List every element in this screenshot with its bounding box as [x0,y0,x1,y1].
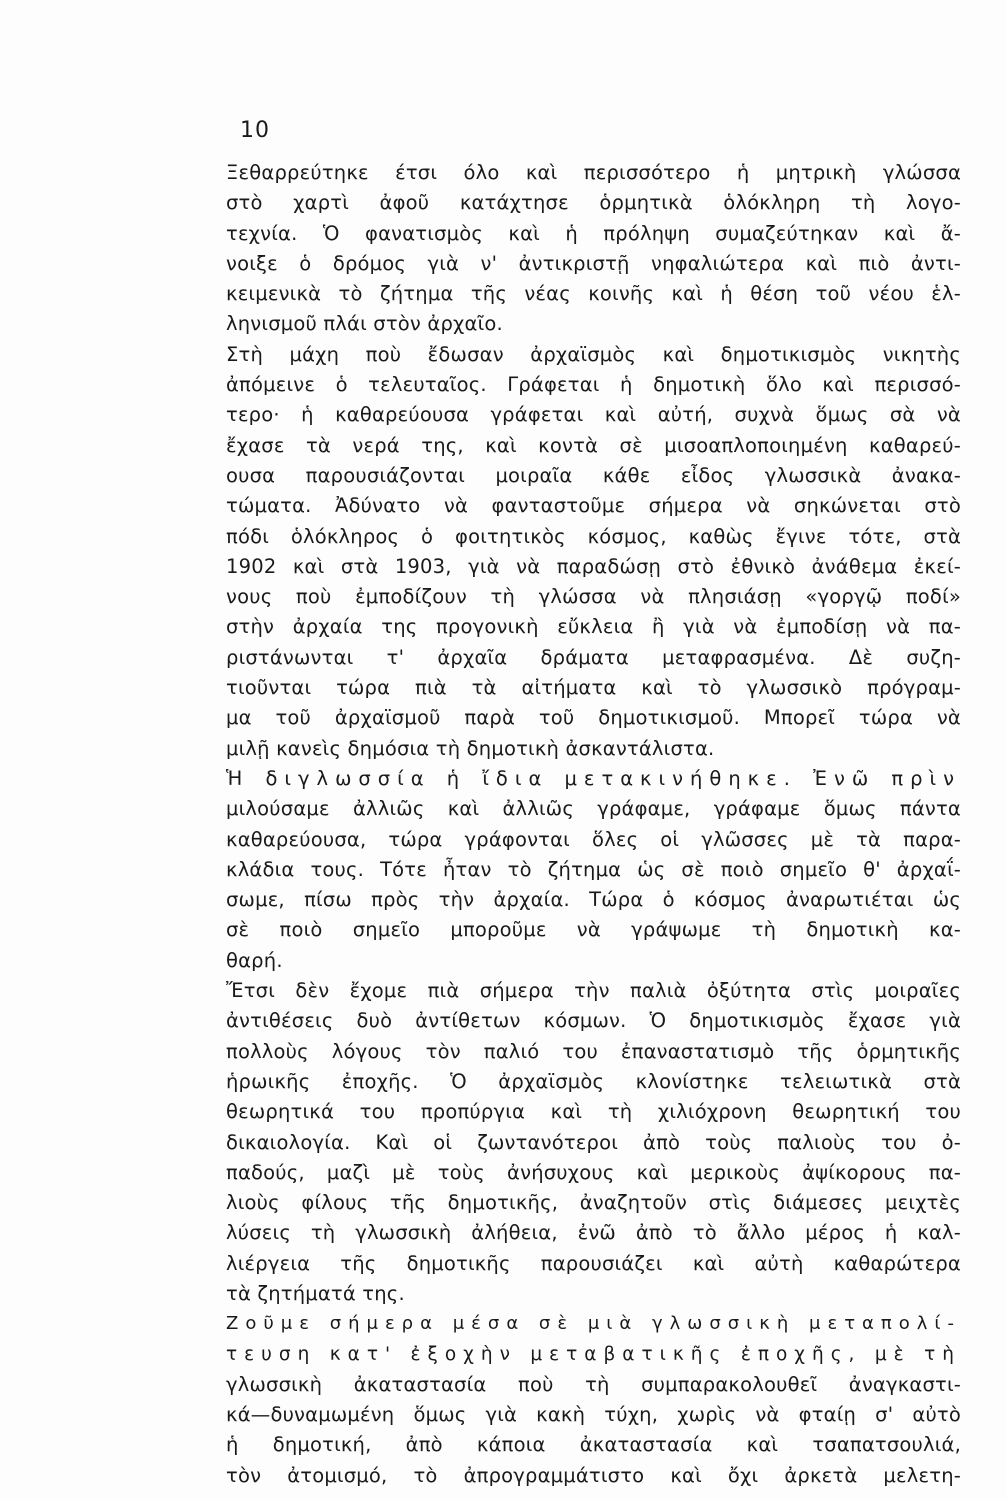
text-line: ριστάνωνται τ' ἀρχαῖα δράματα μεταφρασμένα. Δὲ συζη- [226,645,961,669]
text-line: τεχνία. Ὁ φανατισμὸς καὶ ἡ πρόληψη συμαζεύτηκαν καὶ ἄ- [226,221,961,245]
text-line: κά—δυναμωμένη ὅμως γιὰ κακὴ τύχη, χωρὶς νὰ φταίῃ σ' αὐτὸ [226,1403,961,1427]
text-line: νους ποὺ ἐμποδίζουν τὴ γλώσσα νὰ πλησιάσῃ «γοργῷ ποδί» [226,585,961,609]
text-line: παδούς, μαζὶ μὲ τοὺς ἀνήσυχους καὶ μερικοὺς ἀψίκορους πα- [226,1160,961,1184]
text-line: Ἔτσι δὲν ἔχομε πιὰ σήμερα τὴν παλιὰ ὀξύτητα στὶς μοιραῖες [226,979,961,1003]
text-line: ἔχασε τὰ νερά της, καὶ κοντὰ σὲ μισοαπλοποιημένη καθαρεύ- [226,433,961,457]
text-line: τευση κατ' ἐξοχὴν μεταβατικῆς ἐποχῆς, μὲ τὴ [226,1343,961,1365]
text-line: νοιξε ὁ δρόμος γιὰ ν' ἀντικριστῇ νηφαλιώτερα καὶ πιὸ ἀντι- [226,251,961,275]
text-line: στὸ χαρτὶ ἀφοῦ κατάχτησε ὁρμητικὰ ὁλόκληρη τὴ λογο- [226,191,961,215]
text-line: λιοὺς φίλους τῆς δημοτικῆς, ἀναζητοῦν στὶς διάμεσες μειχτὲς [226,1191,961,1215]
text-line: στὴν ἀρχαία της προγονικὴ εὔκλεια ἢ γιὰ νὰ ἐμποδίσῃ νὰ πα- [226,615,961,639]
text-line: τιοῦνται τώρα πιὰ τὰ αἰτήματα καὶ τὸ γλωσσικὸ πρόγραμ- [226,676,961,700]
text-line: ἀντιθέσεις δυὸ ἀντίθετων κόσμων. Ὁ δημοτικισμὸς ἔχασε γιὰ [226,1009,961,1033]
text-line: μιλῇ κανεὶς δημόσια τὴ δημοτικὴ ἀσκαντάλιστα. [226,736,715,760]
text-line: 1902 καὶ στὰ 1903, γιὰ νὰ παραδώσῃ στὸ ἐθνικὸ ἀνάθεμα ἐκεί- [226,554,961,578]
text-line: τερο· ἡ καθαρεύουσα γράφεται καὶ αὐτή, συχνὰ ὅμως σὰ νὰ [226,403,961,427]
text-line: λύσεις τὴ γλωσσικὴ ἀλήθεια, ἐνῶ ἀπὸ τὸ ἄλλο μέρος ἡ καλ- [226,1221,961,1245]
text-line: Στὴ μάχη ποὺ ἔδωσαν ἀρχαϊσμὸς καὶ δημοτικισμὸς νικητὴς [226,342,961,366]
text-line: σὲ ποιὸ σημεῖο μποροῦμε νὰ γράψωμε τὴ δημοτικὴ κα- [226,918,961,942]
text-line: ἀπόμεινε ὁ τελευταῖος. Γράφεται ἡ δημοτικὴ ὅλο καὶ περισσό- [226,373,961,397]
text-line: θεωρητικά του προπύργια καὶ τὴ χιλιόχρονη θεωρητική του [226,1100,961,1124]
text-line: τὸν ἀτομισμό, τὸ ἀπρογραμμάτιστο καὶ ὄχι ἀρκετὰ μελετη- [226,1463,961,1487]
body-text [226,158,961,1491]
text-line: σωμε, πίσω πρὸς τὴν ἀρχαία. Τώρα ὁ κόσμος ἀναρωτιέται ὡς [226,888,961,912]
text-line: πόδι ὁλόκληρος ὁ φοιτητικὸς κόσμος, καθὼς ἔγινε τότε, στὰ [226,524,961,548]
text-line: τώματα. Ἀδύνατο νὰ φανταστοῦμε σήμερα νὰ σηκώνεται στὸ [226,494,961,518]
text-line: ἡ δημοτική, ἀπὸ κάποια ἀκαταστασία καὶ τσαπατσουλιά, [226,1433,961,1457]
text-line: Ζοῦμε σήμερα μέσα σὲ μιὰ γλωσσικὴ μεταπολί- [226,1313,961,1335]
text-line: δικαιολογία. Καὶ οἱ ζωντανότεροι ἀπὸ τοὺς παλιοὺς του ὀ- [226,1130,961,1154]
text-line: ληνισμοῦ πλάι στὸν ἀρχαῖο. [226,312,503,336]
text-line: μα τοῦ ἀρχαϊσμοῦ παρὰ τοῦ δημοτικισμοῦ. Μπορεῖ τώρα νὰ [226,706,961,730]
text-line: θαρή. [226,948,283,972]
page-number: 10 [240,118,270,143]
text-line: ουσα παρουσιάζονται μοιραῖα κάθε εἶδος γλωσσικὰ ἀνακα- [226,463,961,487]
text-line: κλάδια τους. Τότε ἦταν τὸ ζήτημα ὡς σὲ ποιὸ σημεῖο θ' ἀρχαΐ- [226,857,961,881]
text-line: Ξεθαρρεύτηκε έτσι όλο καὶ περισσότερο ἡ μητρικὴ γλώσσα [226,161,961,184]
text-line: ἡρωικῆς ἐποχῆς. Ὁ ἀρχαϊσμὸς κλονίστηκε τελειωτικὰ στὰ [226,1069,961,1093]
text-line: κειμενικὰ τὸ ζήτημα τῆς νέας κοινῆς καὶ ἡ θέση τοῦ νέου ἑλ- [226,282,961,306]
text-line: τὰ ζητήματά της. [226,1281,405,1305]
text-line: πολλοὺς λόγους τὸν παλιό του ἐπαναστατισμὸ τῆς ὁρμητικῆς [226,1039,961,1063]
text-line: Ἡ διγλωσσία ἡ ἴδια μετακινήθηκε. Ἐνῶ πρὶν [226,766,961,790]
text-line: γλωσσικὴ ἀκαταστασία ποὺ τὴ συμπαρακολουθεῖ ἀναγκαστι- [226,1372,961,1396]
text-line: μιλούσαμε ἀλλιῶς καὶ ἀλλιῶς γράφαμε, γράφαμε ὅμως πάντα [226,797,961,821]
text-line: καθαρεύουσα, τώρα γράφονται ὅλες οἱ γλῶσσες μὲ τὰ παρα- [226,827,961,851]
text-line: λιέργεια τῆς δημοτικῆς παρουσιάζει καὶ αὐτὴ καθαρώτερα [226,1251,961,1275]
